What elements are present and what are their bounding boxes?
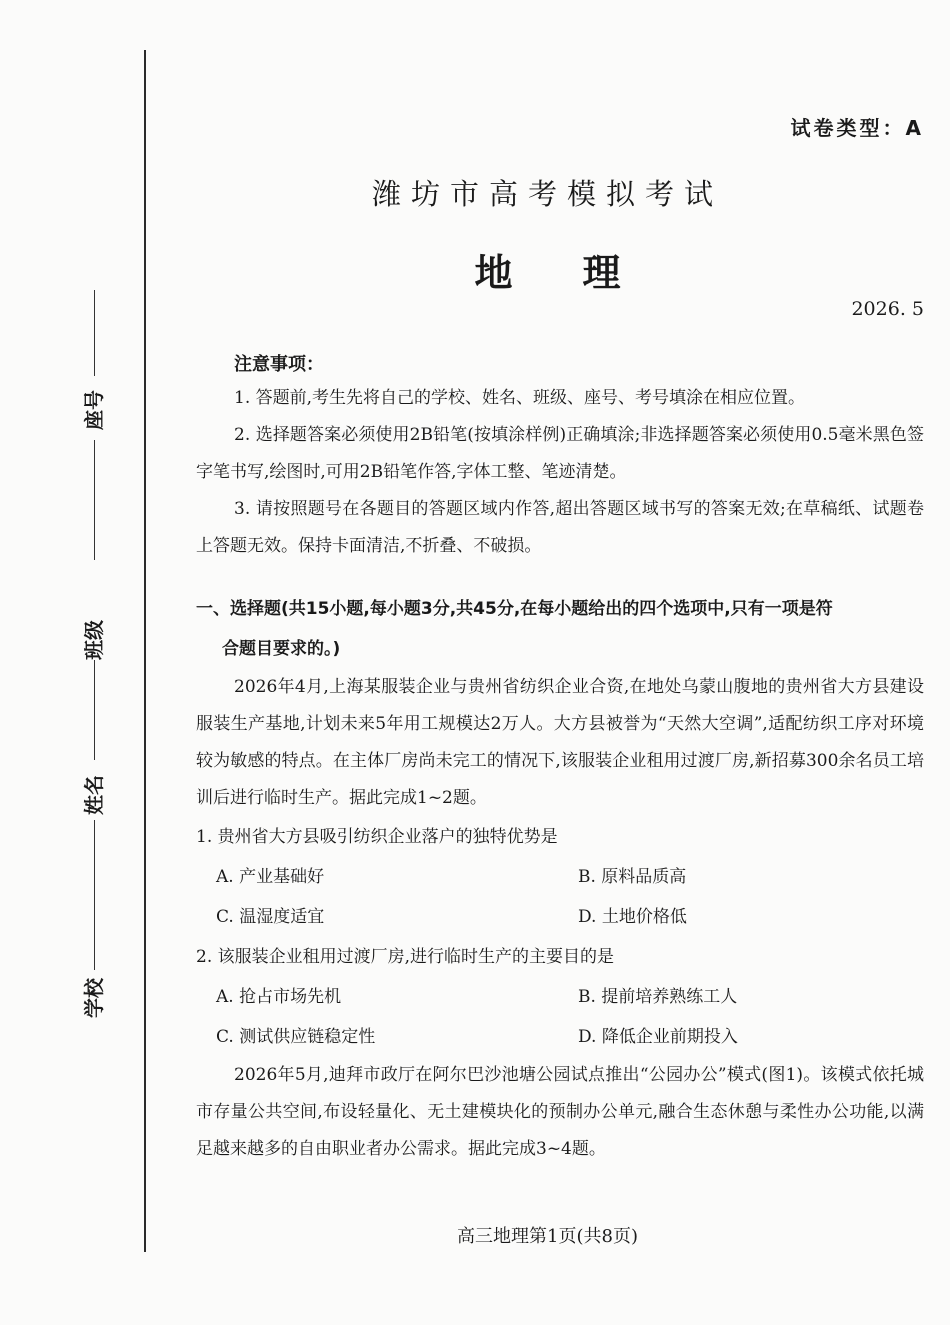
question-2-stem: 2. 该服装企业租用过渡厂房,进行临时生产的主要目的是 (196, 947, 615, 967)
question-1-stem: 1. 贵州省大方县吸引纺织企业落户的独特优势是 (196, 827, 558, 847)
name-label: 姓名 (82, 775, 106, 815)
seat-label: 座号 (82, 390, 106, 430)
note-item-3: 3. 请按照题号在各题目的答题区域内作答,超出答题区域书写的答案无效;在草稿纸、试题卷上答题无效。保持卡面清洁,不折叠、不破损。 (196, 499, 924, 556)
exam-date: 2026. 5 (851, 298, 924, 320)
note-item-1: 1. 答题前,考生先将自己的学校、姓名、班级、座号、考号填涂在相应位置。 (234, 388, 806, 408)
exam-content (196, 350, 924, 1168)
question-1-options (196, 857, 924, 937)
class-label: 班级 (82, 620, 106, 660)
class-underline (94, 440, 95, 560)
notes-heading: 注意事项： (234, 354, 324, 375)
q2-option-d: D. 降低企业前期投入 (578, 1027, 738, 1047)
note-item-2: 2. 选择题答案必须使用2B铅笔(按填涂样例)正确填涂;非选择题答案必须使用0.5毫米黑色签字笔书写,绘图时,可用2B铅笔作答,字体工整、笔迹清楚。 (196, 425, 924, 482)
section-heading (196, 589, 924, 669)
school-field[interactable] (78, 978, 107, 1018)
material-2: 2026年5月,迪拜市政厅在阿尔巴沙池塘公园试点推出“公园办公”模式(图1)。该模式依托城市存量公共空间,布设轻量化、无土建模块化的预制办公单元,融合生态休憩与柔性办公功能,以满足越来越多的自由职业者办公需求。据此完成3~4题。 (196, 1065, 924, 1159)
question-2-options (196, 977, 924, 1057)
class-field[interactable] (78, 620, 107, 660)
binding-line (144, 50, 146, 1252)
paper-type: 试卷类型：A (790, 116, 924, 140)
seat-field[interactable] (78, 390, 107, 430)
q2-option-a: A. 抢占市场先机 (216, 987, 342, 1007)
q1-option-c: C. 温湿度适宜 (216, 907, 325, 927)
q1-option-d: D. 土地价格低 (578, 907, 687, 927)
exam-title: 潍坊市高考模拟考试 (371, 177, 723, 211)
seat-underline (94, 290, 95, 376)
q2-option-b: B. 提前培养熟练工人 (578, 987, 738, 1007)
school-underline (94, 820, 95, 970)
school-label: 学校 (82, 978, 106, 1018)
name-field[interactable] (78, 775, 107, 815)
q1-option-a: A. 产业基础好 (216, 867, 325, 887)
subject-title: 地理 (474, 251, 691, 295)
section-heading-line1: 一、选择题(共15小题,每小题3分,共45分,在每小题给出的四个选项中,只有一项是符 (196, 599, 833, 619)
page-footer: 高三地理第1页(共8页) (457, 1226, 638, 1247)
q2-option-c: C. 测试供应链稳定性 (216, 1027, 376, 1047)
name-underline-upper (94, 660, 95, 760)
material-1: 2026年4月,上海某服装企业与贵州省纺织企业合资,在地处乌蒙山腹地的贵州省大方县建设服装生产基地,计划未来5年用工规模达2万人。大方县被誉为“天然大空调”,适配纺织工序对环境较为敏感的特点。在主体厂房尚未完工的情况下,该服装企业租用过渡厂房,新招募300余名员工培训后进行临时生产。据此完成1~2题。 (196, 677, 924, 808)
section-heading-line2: 合题目要求的。) (222, 639, 341, 659)
q1-option-b: B. 原料品质高 (578, 867, 687, 887)
